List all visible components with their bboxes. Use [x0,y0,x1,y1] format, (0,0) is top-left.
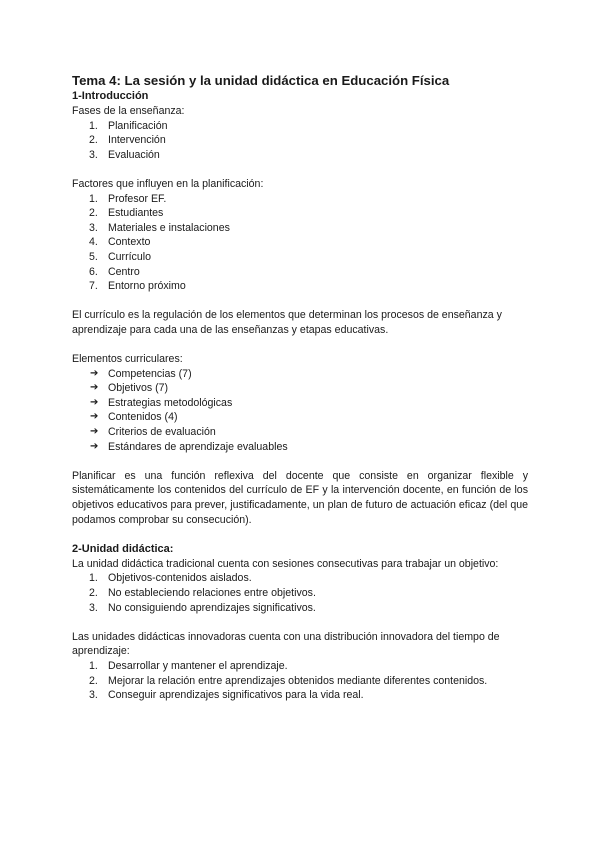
list-item: ➔ Estrategias metodológicas [90,396,233,409]
list-item: 2. Estudiantes [89,207,164,220]
section-heading-introduccion: 1-Introducción [72,90,149,102]
spacer [72,162,528,177]
document-page [72,72,528,703]
spacer [72,338,528,353]
factores-label: Factores que influyen en la planificación: [72,177,264,190]
list-item: ➔ Estándares de aprendizaje evaluables [90,440,288,453]
list-item: ➔ Objetivos (7) [90,382,169,395]
list-item: 1. Objetivos-contenidos aislados. [89,572,252,585]
fases-label: Fases de la enseñanza: [72,105,185,117]
list-item: ➔ Contenidos (4) [90,411,178,424]
innovadoras-paragraph: Las unidades didácticas innovadoras cuenta con una distribución innovadora del tiempo de aprendizaje: [72,630,500,658]
spacer [72,454,528,469]
spacer [72,294,528,309]
arrow-right-icon: ➔ [90,367,99,379]
list-item: 5. Currículo [89,250,151,263]
tradicional-list [72,571,528,615]
spacer [72,527,528,542]
document-title: Tema 4: La sesión y la unidad didáctica en Educación Física [72,73,450,88]
factores-list [72,192,528,294]
list-item: 7. Entorno próximo [89,280,186,293]
list-item: ➔ Competencias (7) [90,367,192,380]
fases-list [72,119,528,163]
list-item: 3. Materiales e instalaciones [89,221,230,234]
innovadoras-list [72,659,528,703]
elementos-label: Elementos curriculares: [72,353,183,366]
elementos-list [72,367,528,455]
list-item: ➔ Criterios de evaluación [90,426,216,439]
list-item: 2. Intervención [89,134,166,147]
tradicional-paragraph: La unidad didáctica tradicional cuenta con sesiones consecutivas para trabajar un objetivo: [72,557,499,570]
list-item: 1. Profesor EF. [89,192,167,205]
arrow-right-icon: ➔ [90,411,99,423]
arrow-right-icon: ➔ [90,396,99,408]
section-heading-unidad-didactica: 2-Unidad didáctica: [72,542,174,555]
list-item: 3. Evaluación [89,148,160,161]
list-item: 4. Contexto [89,236,151,249]
spacer [72,615,528,630]
list-item: 6. Centro [89,265,140,278]
list-item: 3. Conseguir aprendizajes significativos para la vida real. [89,689,364,702]
list-item: 2. Mejorar la relación entre aprendizajes obtenidos mediante diferentes contenidos. [89,674,488,687]
arrow-right-icon: ➔ [90,440,99,452]
arrow-right-icon: ➔ [90,426,99,438]
list-item: 3. No consiguiendo aprendizajes significativos. [89,601,316,614]
list-item: 1. Planificación [89,119,168,132]
list-item: 1. Desarrollar y mantener el aprendizaje. [89,659,288,672]
curriculo-paragraph: El currículo es la regulación de los elementos que determinan los procesos de enseñanza y aprendizaje para cada una de las enseñanzas y etapas educativas. [72,309,502,336]
list-item: 2. No estableciendo relaciones entre objetivos. [89,587,316,599]
planificar-paragraph: Planificar es una función reflexiva del docente que consiste en organizar flexible y sistemáticamente los contenidos del currículo de EF y la intervención docente, en función de los objetivos educativos para prever, justificadamente, un plan de futuro de actuación eficaz (del que podamos comprobar su consecución). [72,469,528,526]
arrow-right-icon: ➔ [90,382,99,394]
